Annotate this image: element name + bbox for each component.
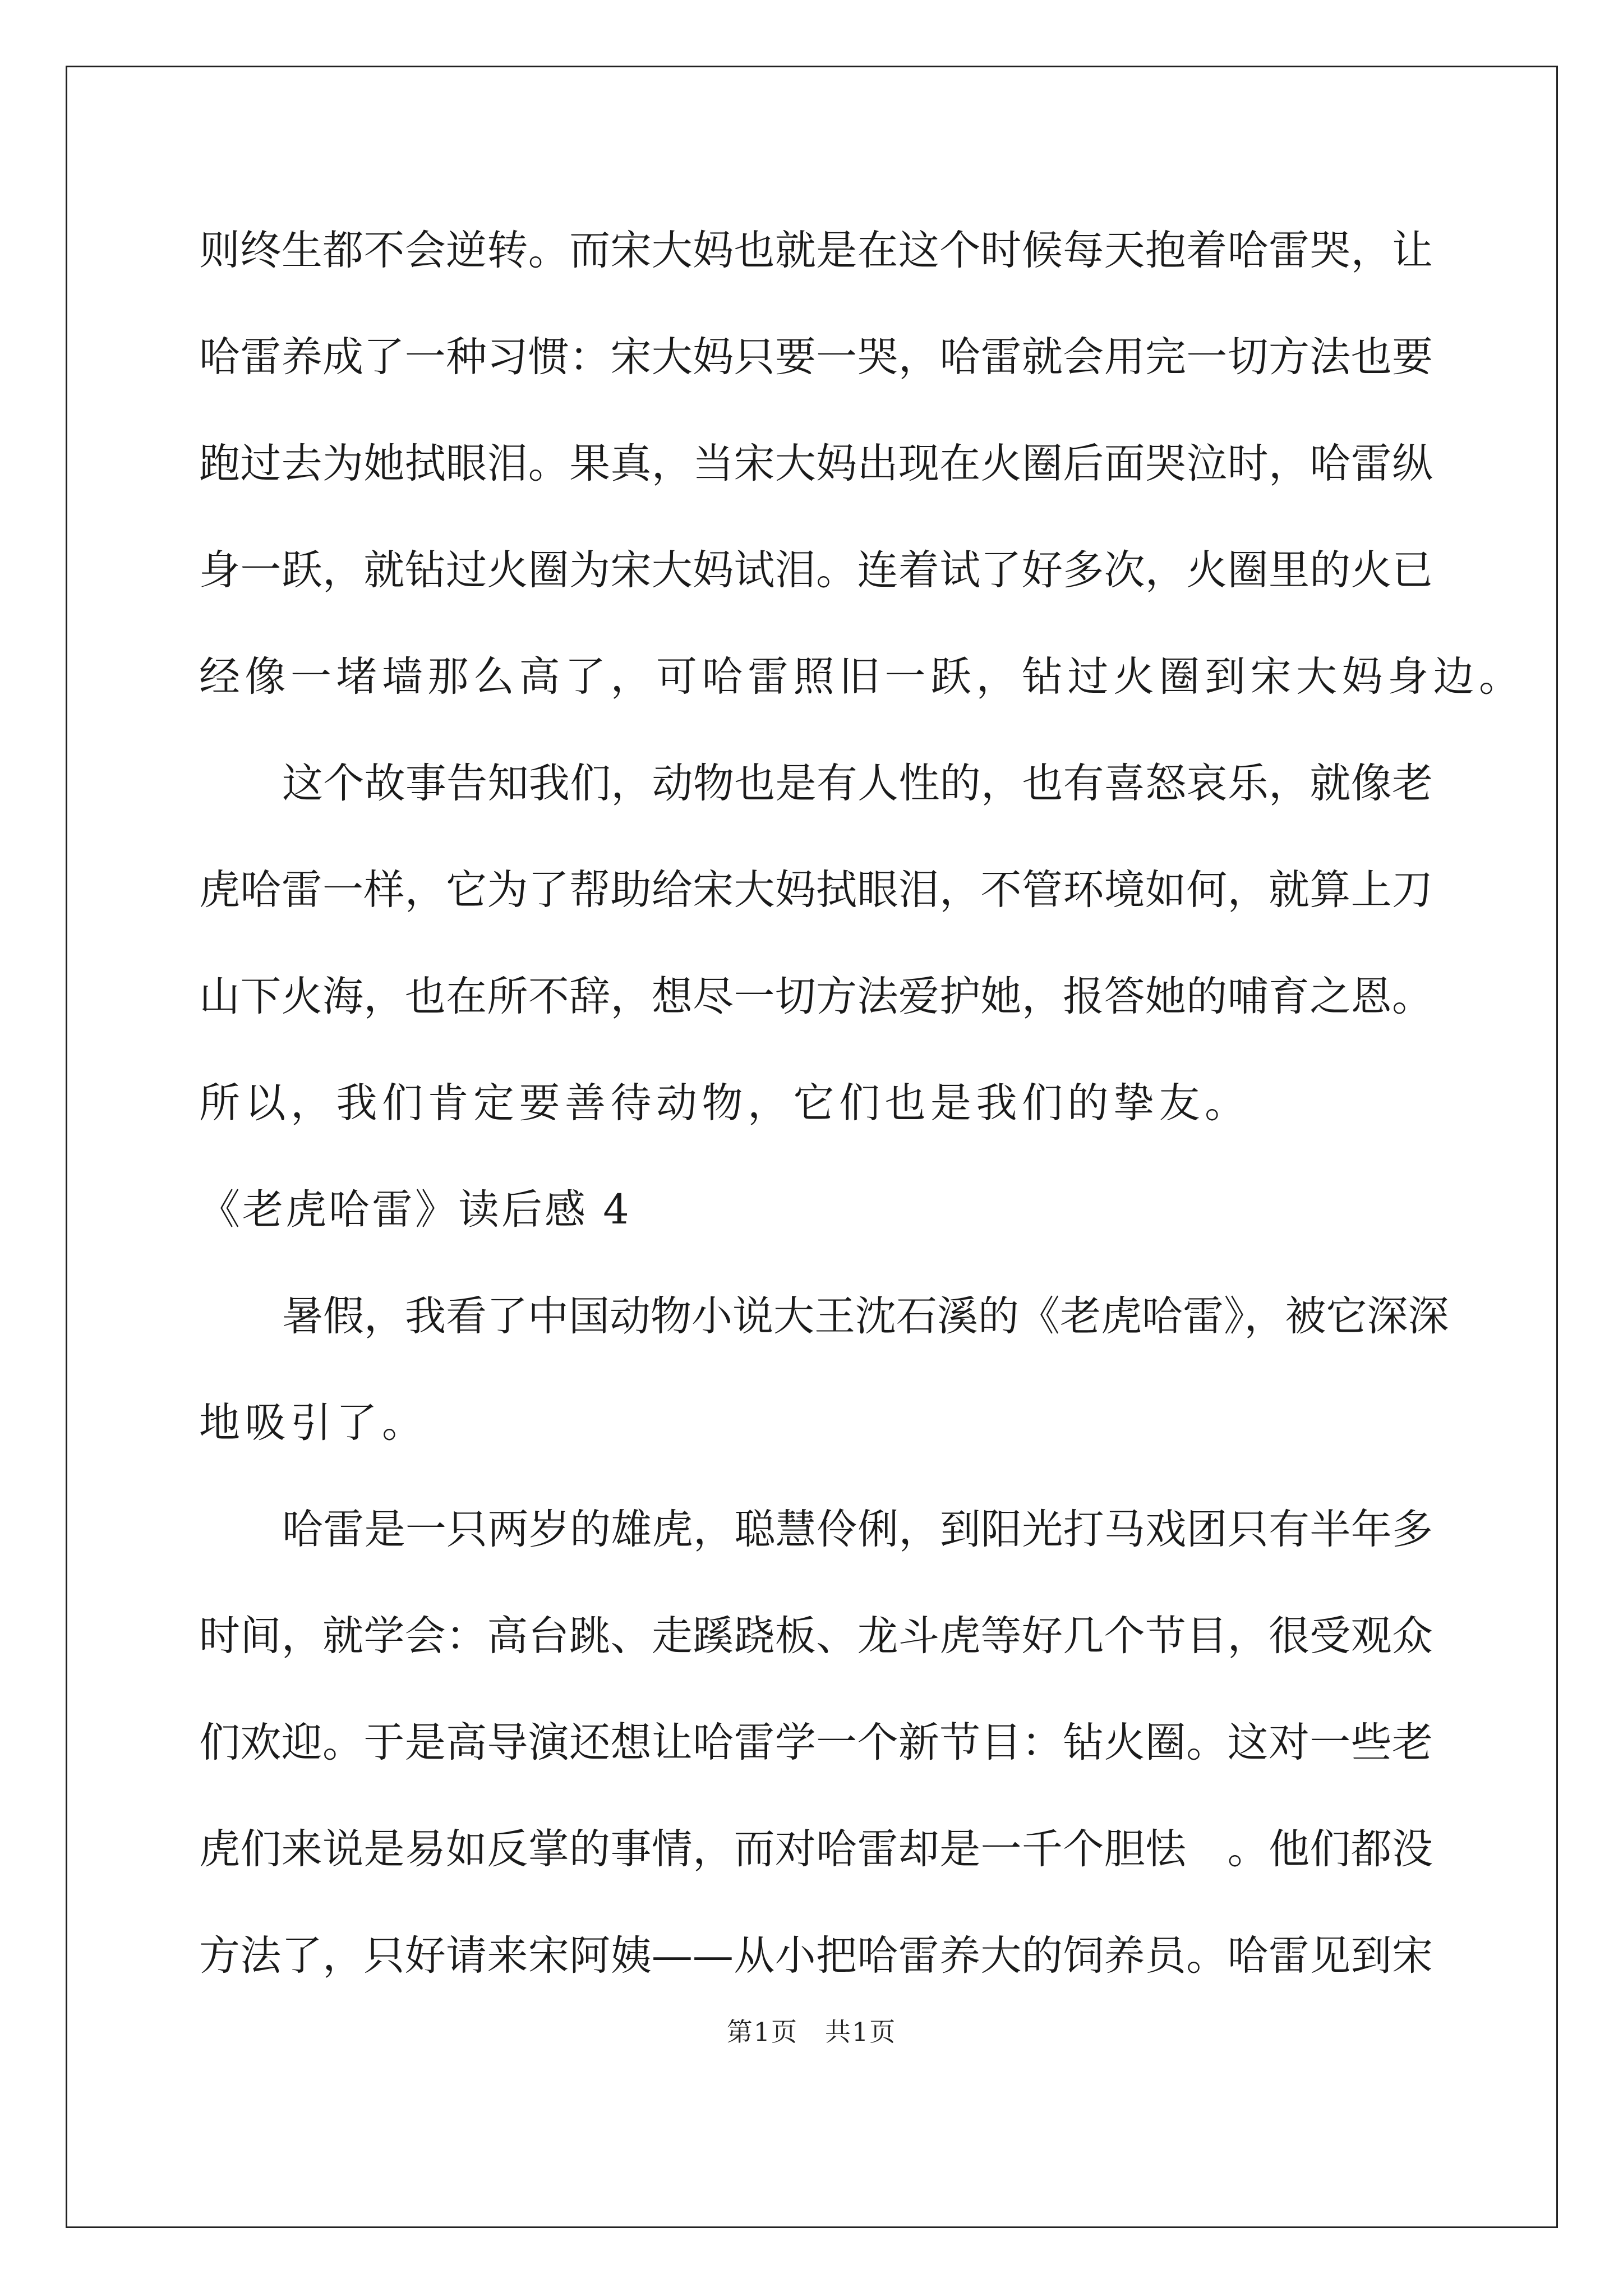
text-line: 虎们来说是易如反掌的事情，而对哈雷却是一千个胆怯 。他们都没 [199, 1825, 1433, 1873]
text-line: 时间，就学会：高台跳、走蹊跷板、龙斗虎等好几个节目，很受观众 [199, 1612, 1433, 1660]
text-line: 们欢迎。于是高导演还想让哈雷学一个新节目：钻火圈。这对一些老 [199, 1719, 1433, 1766]
text-line: 这个故事告知我们，动物也是有人性的，也有喜怒哀乐，就像老 [282, 760, 1433, 807]
page-border [66, 66, 1558, 2228]
text-line: 暑假，我看了中国动物小说大王沈石溪的《老虎哈雷》，被它深深 [282, 1292, 1449, 1340]
text-line: 身一跃，就钻过火圈为宋大妈试泪。连着试了好多次，火圈里的火已 [199, 546, 1433, 594]
section-heading: 《老虎哈雷》读后感 4 [199, 1186, 631, 1234]
text-line: 经像一堵墙那么高了，可哈雷照旧一跃，钻过火圈到宋大妈身边。 [199, 653, 1525, 701]
text-line: 则终生都不会逆转。而宋大妈也就是在这个时候每天抱着哈雷哭，让 [199, 227, 1433, 274]
text-line: 山下火海，也在所不辞，想尽一切方法爱护她，报答她的哺育之恩。 [199, 973, 1433, 1020]
text-line: 地吸引了。 [199, 1399, 428, 1447]
text-line: 哈雷养成了一种习惯：宋大妈只要一哭，哈雷就会用完一切方法也要 [199, 333, 1433, 381]
text-line: 跑过去为她拭眼泪。果真，当宋大妈出现在火圈后面哭泣时，哈雷纵 [199, 440, 1433, 487]
text-line: 方法了，只好请来宋阿姨——从小把哈雷养大的饲养员。哈雷见到宋 [199, 1932, 1433, 1980]
text-line: 虎哈雷一样，它为了帮助给宋大妈拭眼泪，不管环境如何，就算上刀 [199, 866, 1433, 914]
page-number-footer: 第1页 共1页 [726, 2017, 897, 2047]
text-line: 哈雷是一只两岁的雄虎，聪慧伶俐，到阳光打马戏团只有半年多 [282, 1506, 1433, 1553]
text-line: 所以，我们肯定要善待动物，它们也是我们的挚友。 [199, 1079, 1251, 1127]
